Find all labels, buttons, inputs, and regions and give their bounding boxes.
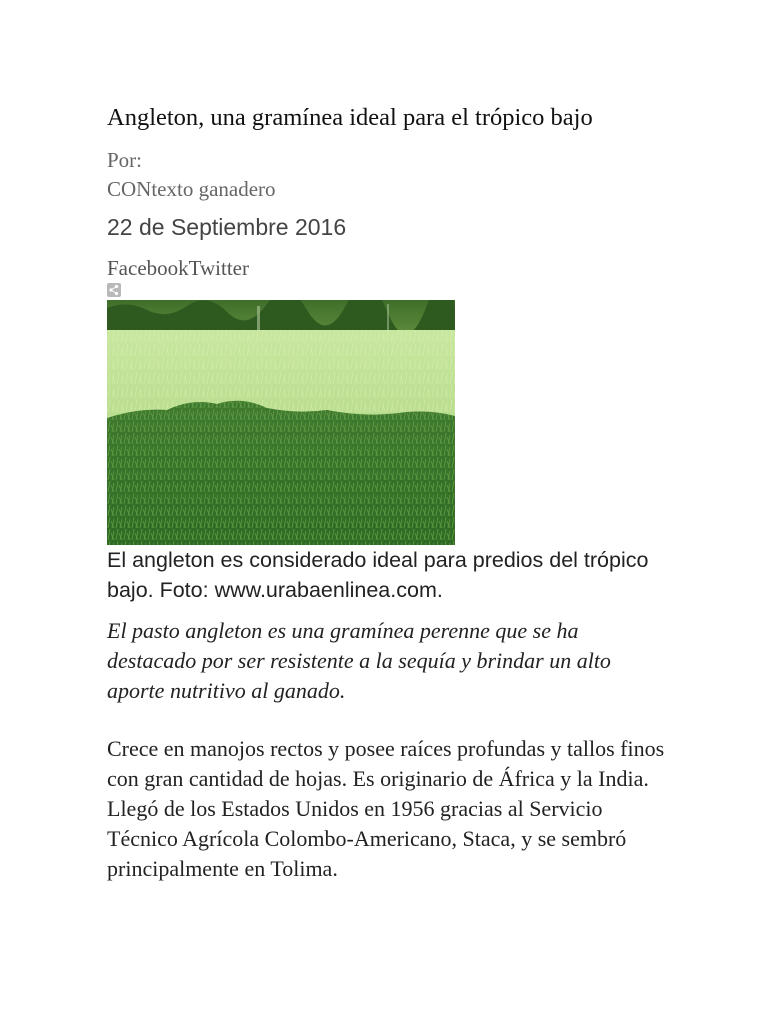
facebook-share-link[interactable]: Facebook — [107, 256, 189, 280]
author-name[interactable]: CONtexto ganadero — [107, 177, 276, 201]
twitter-share-link[interactable]: Twitter — [188, 256, 250, 280]
photo-caption: El angleton es considerado ideal para predios del trópico bajo. Foto: www.urabaenlinea.com. — [107, 548, 649, 602]
article-body: Crece en manojos rectos y posee raíces profundas y tallos finos con gran cantidad de hojas. Es originario de África y la India. Llegó de los Estados Unidos en 1956 gracias al Servicio Técnico Agrícola Colombo-Americano, Staca, y se sembró principalmente en Tolima. — [107, 736, 665, 881]
grass-field-photo — [107, 300, 455, 545]
article-title: Angleton, una gramínea ideal para el trópico bajo — [107, 104, 593, 131]
publish-date: 22 de Septiembre 2016 — [107, 214, 347, 240]
byline-label: Por: — [107, 148, 143, 172]
article-lead: El pasto angleton es una gramínea perenne que se ha destacado por ser resistente a la sequía y brindar un alto aporte nutritivo al ganado. — [107, 618, 611, 703]
share-icon[interactable] — [107, 283, 121, 297]
share-links — [107, 256, 249, 281]
